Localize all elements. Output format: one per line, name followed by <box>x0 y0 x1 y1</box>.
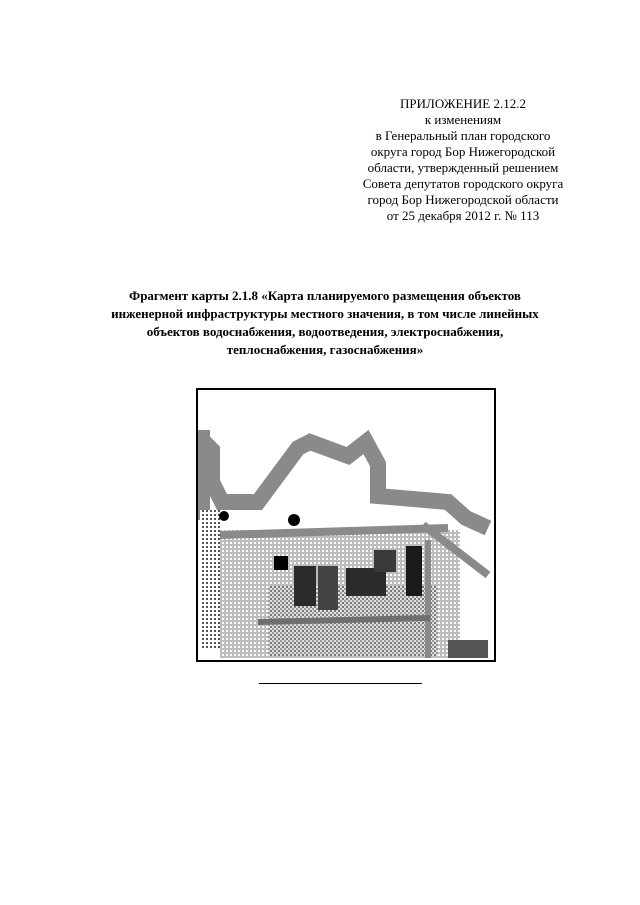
appendix-line: округа город Бор Нижегородской <box>370 144 556 159</box>
dotted-area <box>200 510 222 650</box>
appendix-line: в Генеральный план городского <box>375 128 551 143</box>
closing-rule <box>259 683 422 684</box>
dark-building <box>318 566 338 610</box>
dark-building <box>406 546 422 596</box>
document-title <box>60 287 590 359</box>
map-fragment <box>196 388 496 662</box>
dark-building <box>374 550 396 572</box>
dark-building <box>274 556 288 570</box>
boundary-left-block <box>198 430 210 520</box>
title-line: объектов водоснабжения, водоотведения, электроснабжения, <box>146 324 504 339</box>
title-line: инженерной инфраструктуры местного значения, в том числе линейных <box>111 306 539 321</box>
appendix-line: ПРИЛОЖЕНИЕ 2.12.2 <box>400 96 526 111</box>
appendix-line: Совета депутатов городского округа <box>362 176 564 191</box>
boundary-band <box>202 440 488 528</box>
dark-blob <box>288 514 300 526</box>
appendix-line: город Бор Нижегородской области <box>367 192 559 207</box>
dark-building <box>448 640 488 658</box>
appendix-header <box>322 96 604 224</box>
title-line: Фрагмент карты 2.1.8 «Карта планируемого размещения объектов <box>129 288 521 303</box>
dark-blob <box>219 511 229 521</box>
title-line: теплоснабжения, газоснабжения» <box>226 342 424 357</box>
map-fragment-icon <box>198 390 494 660</box>
appendix-line: от 25 декабря 2012 г. № 113 <box>386 208 540 223</box>
street-lower <box>258 618 430 622</box>
dark-building <box>346 568 386 596</box>
appendix-line: к изменениям <box>424 112 502 127</box>
dark-building <box>294 566 316 606</box>
appendix-line: области, утвержденный решением <box>367 160 559 175</box>
